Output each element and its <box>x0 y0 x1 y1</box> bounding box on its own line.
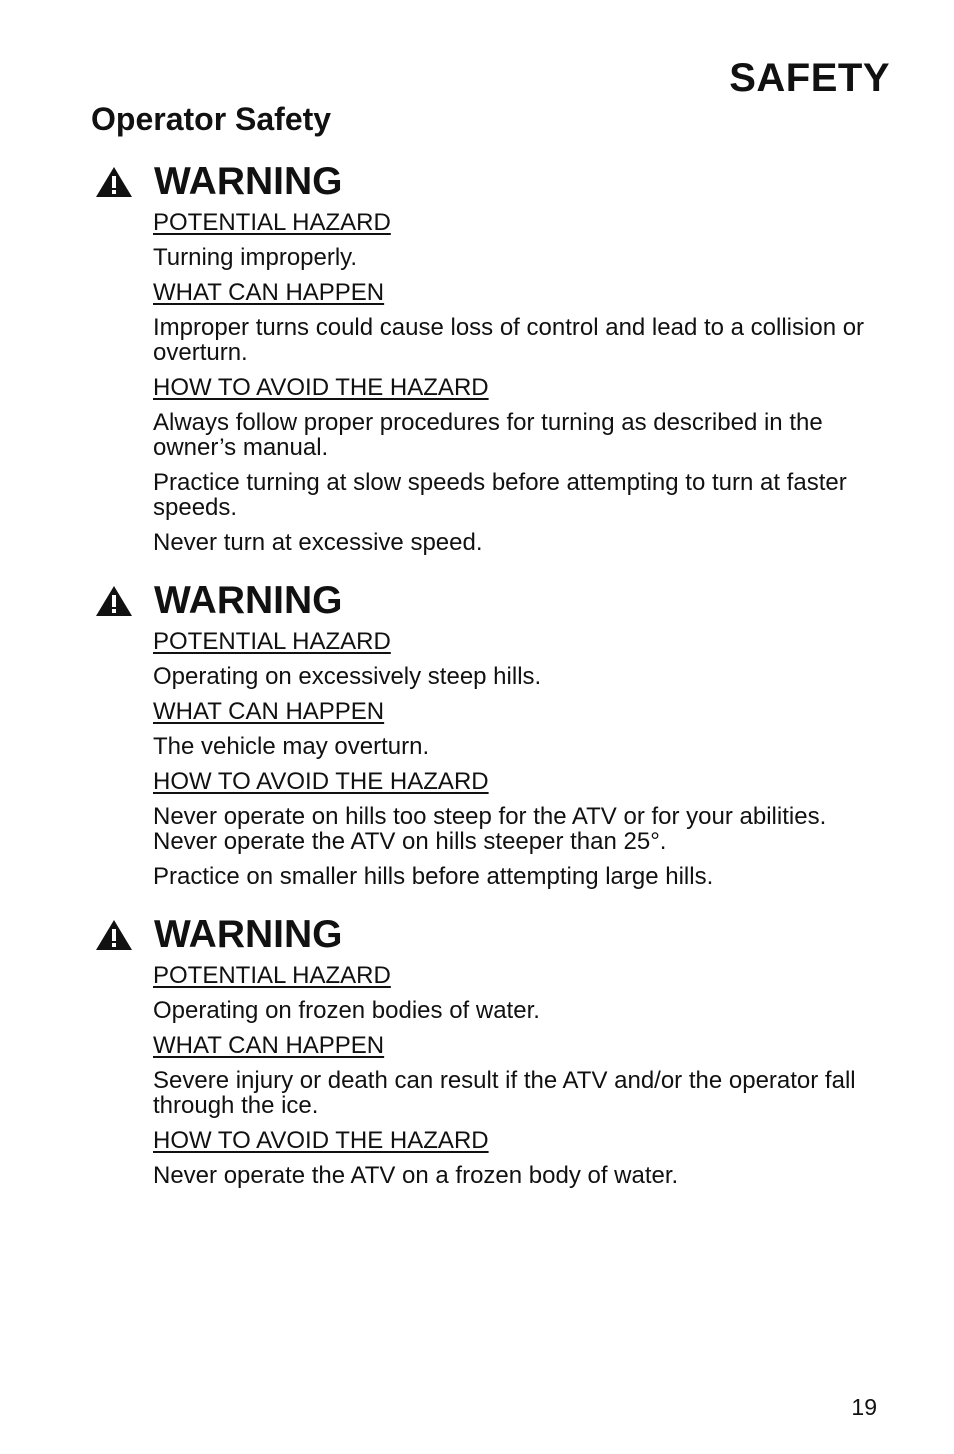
what-can-happen-text: Severe injury or death can result if the ATV and/or the operator fall through the ice. <box>153 1067 856 1119</box>
how-to-avoid-text: Practice on smaller hills before attempting large hills. <box>153 863 714 890</box>
warning-header <box>91 577 891 625</box>
potential-hazard-text: Turning improperly. <box>153 244 358 271</box>
what-can-happen-text: Improper turns could cause loss of control and lead to a collision or overturn. <box>153 314 865 366</box>
how-to-avoid-text: Always follow proper procedures for turning as described in the owner’s manual. <box>153 409 823 461</box>
how-to-avoid-label: HOW TO AVOID THE HAZARD <box>153 768 489 795</box>
page-number: 19 <box>851 1394 877 1420</box>
warning-header <box>91 158 891 206</box>
warnings-list <box>91 158 891 1210</box>
warning-body <box>153 963 891 1188</box>
warning-triangle-icon <box>94 584 134 618</box>
warning-block-frozen-water <box>91 911 891 1188</box>
what-can-happen-text: The vehicle may overturn. <box>153 733 430 760</box>
potential-hazard-label: POTENTIAL HAZARD <box>153 628 391 655</box>
warning-block-turning <box>91 158 891 555</box>
how-to-avoid-text: Never turn at excessive speed. <box>153 529 483 556</box>
what-can-happen-label: WHAT CAN HAPPEN <box>153 1032 385 1059</box>
potential-hazard-text: Operating on excessively steep hills. <box>153 663 542 690</box>
what-can-happen-label: WHAT CAN HAPPEN <box>153 698 385 725</box>
how-to-avoid-label: HOW TO AVOID THE HAZARD <box>153 374 489 401</box>
what-can-happen-label: WHAT CAN HAPPEN <box>153 279 385 306</box>
warning-title: WARNING <box>154 579 343 622</box>
how-to-avoid-label: HOW TO AVOID THE HAZARD <box>153 1127 489 1154</box>
section-title: Operator Safety <box>91 101 332 137</box>
how-to-avoid-text: Never operate the ATV on a frozen body of water. <box>153 1162 679 1189</box>
page-header: SAFETY <box>729 56 890 100</box>
how-to-avoid-text: Never operate on hills too steep for the ATV or for your abilities. Never operate the ATV on hills steeper than 25°. <box>153 803 827 855</box>
potential-hazard-text: Operating on frozen bodies of water. <box>153 997 540 1024</box>
warning-title: WARNING <box>154 160 343 203</box>
warning-body <box>153 629 891 889</box>
warning-block-steep-hills <box>91 577 891 889</box>
warning-title: WARNING <box>154 913 343 956</box>
how-to-avoid-text: Practice turning at slow speeds before attempting to turn at faster speeds. <box>153 469 847 521</box>
warning-triangle-icon <box>94 918 134 952</box>
potential-hazard-label: POTENTIAL HAZARD <box>153 209 391 236</box>
warning-triangle-icon <box>94 165 134 199</box>
potential-hazard-label: POTENTIAL HAZARD <box>153 962 391 989</box>
warning-body <box>153 210 891 555</box>
warning-header <box>91 911 891 959</box>
